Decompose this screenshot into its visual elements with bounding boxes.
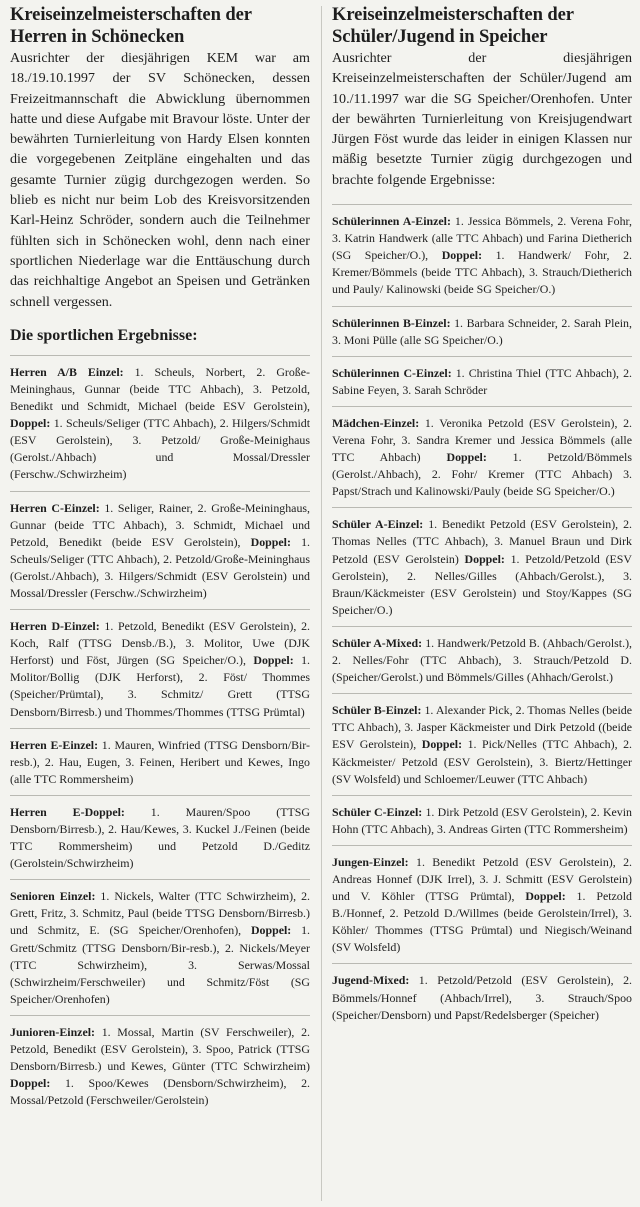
column-divider [321, 6, 322, 1201]
result-text: 1. Seliger, Rainer, 2. Große-Meininghaus, Gunnar (beide TTC Ahbach), 3. Schmidt, Michael und Petzold, Benedikt (beide ESV Gerolstein), [10, 500, 310, 549]
result-doppel-label: Doppel: [458, 551, 505, 566]
result-doppel-text: 1. Molitor/Bollig (DJK Herforst), 2. Föst/ Thommes (Speicher/Prümtal), 3. Schmitz/ Grett (TTSG Densborn/Birresb.) und Thommes/Thommes (TTSG Prümtal) [10, 653, 310, 719]
divider-line [332, 693, 632, 694]
divider-line [332, 795, 632, 796]
left-column [10, 4, 310, 1109]
results-list-herren [10, 364, 310, 1110]
result-doppel-label: Doppel: [10, 416, 51, 431]
result-category-label: Herren C-Einzel: [10, 500, 100, 515]
result-category-label: Mädchen-Einzel: [332, 415, 420, 430]
result-category-label: Schüler C-Einzel: [332, 804, 423, 819]
result-category-label: Jugend-Mixed: [332, 973, 410, 988]
result-block [332, 972, 632, 1023]
result-doppel-label: Doppel: [245, 653, 294, 668]
divider-line [10, 491, 310, 492]
divider-line [332, 204, 632, 205]
divider-line [332, 306, 632, 307]
result-block [10, 1024, 310, 1109]
result-block [332, 315, 632, 349]
divider-line [10, 879, 310, 880]
result-category-label: Schülerinnen A-Einzel: [332, 214, 451, 229]
result-category-label: Jungen-Einzel: [332, 854, 409, 869]
result-block [332, 804, 632, 838]
result-text: 1. Mauren, Winfried (TTSG Densborn/Bir-resb.), 2. Hau, Eugen, 3. Feinen, Heribert und Kewes, Ingo (alle TTC Rommersheim) [10, 737, 310, 786]
result-doppel-label: Doppel: [420, 450, 487, 465]
result-block [10, 500, 310, 603]
result-text: 1. Alexander Pick, 2. Thomas Nelles (beide TTC Ahbach), 3. Jasper Käckmeister und Dirk Petzold ((beide ESV Gerolstein), [332, 703, 632, 752]
result-text: 1. Veronika Petzold (ESV Gerolstein), 2. Verena Fohr, 3. Sandra Kremer und Jessica Bömmels (alle TTC Ahbach) [332, 415, 632, 465]
results-heading: Die sportlichen Ergebnisse: [10, 326, 198, 344]
divider-line [332, 626, 632, 627]
result-category-label: Schülerinnen C-Einzel: [332, 365, 452, 380]
result-category-label: Herren D-Einzel: [10, 619, 100, 634]
divider-line [332, 406, 632, 407]
result-doppel-text: 1. Handwerk/ Fohr, 2. Kremer/Bömmels (beide TTC Ahbach), 3. Strauch/Dietherich und Pauly/ Kalinowski (beide SG Speicher/O.) [332, 248, 632, 297]
divider-line [10, 1015, 310, 1016]
result-doppel-label: Doppel: [416, 737, 463, 752]
result-block [10, 804, 310, 872]
result-category-label: Junioren-Einzel: [10, 1024, 95, 1039]
result-category-label: Schüler A-Mixed: [332, 635, 423, 650]
result-doppel-text: 1. Petzold B./Honnef, 2. Petzold D./Willmes (beide Gerolstein/Irrel), 3. Köhler/ Thommes (TTSG Prümtal) und Niegisch/Weinand (SV Wolsfeld) [332, 889, 633, 955]
result-text: 1. Benedikt Petzold (ESV Gerolstein), 2. Thomas Nelles (TTC Ahbach), 3. Manuel Braun und Dirk Petzold (ESV Gerolstein) [332, 517, 632, 566]
result-block [332, 365, 632, 399]
result-block [10, 737, 310, 788]
intro-text-jugend: Ausrichter der diesjährigen Kreiseinzelmeisterschaften der Schüler/Jugend am 10./11.1997 war die SG Speicher/Orenhofen. Unter der bewährten Turnierleitung von Kreisjugendwart Jürgen Föst wurde das leider in einigen Klassen nur mäßig besetzte Turnier zügig durchgezogen und brachte folgende Ergebnisse: [332, 50, 632, 188]
result-doppel-text: 1. Spoo/Kewes (Densborn/Schwirzheim), 2. Mossal/Petzold (Ferschweiler/Gerolstein) [10, 1076, 310, 1108]
result-block [10, 618, 310, 721]
result-text: 1. Jessica Bömmels, 2. Verena Fohr, 3. Katrin Handwerk (alle TTC Ahbach) und Farina Dietherich (SG Speicher/O.), [332, 214, 632, 263]
divider-line [332, 845, 632, 846]
result-doppel-text: 1. Grett/Schmitz (TTSG Densborn/Bir-resb.), 2. Nickels/Meyer (TTC Schwirzheim), 3. Serwas/Mossal (Schwirzheim/Ferschweiler) und Schmitz/Föst (SG Speicher/Orenhofen) [10, 923, 311, 1006]
result-block [332, 854, 632, 957]
result-text: 1. Scheuls, Norbert, 2. Große-Meininghaus, Gunnar (beide TTC Ahbach), 3. Petzold, Benedikt und Schmidt, Michael (beide ESV Gerolstein), [10, 364, 310, 414]
result-text: 1. Petzold/Petzold (ESV Gerolstein), 2. Bömmels/Honnef (Ahbach/Irrel), 3. Strauch/Spoo (Speicher/Densborn) und Papst/Redelsberger (Speicher) [332, 973, 632, 1022]
result-text: 1. Mossal, Martin (SV Ferschweiler), 2. Petzold, Benedikt (ESV Gerolstein), 3. Spoo, Patrick (TTSG Densborn/Birresb.) und Kewes, Günter (TTC Schwirzheim) [10, 1024, 310, 1074]
result-text: 1. Handwerk/Petzold B. (Ahbach/Gerolst.), 2. Nelles/Fohr (TTC Ahbach), 3. Strauch/Petzold D. (Speicher/Gerolst.) und Bömmels/Gilles (Ahhach/Gerolst.) [332, 635, 633, 685]
results-list-jugend [332, 213, 632, 1024]
result-text: 1. Petzold, Benedikt (ESV Gerolstein), 2. Koch, Ralf (TTSG Densb./B.), 3. Molitor, Uwe (DJK Herforst) und Föst, Jürgen (SG Speicher/O.), [10, 619, 310, 668]
result-doppel-label: Doppel: [240, 534, 291, 549]
result-text: 1. Dirk Petzold (ESV Gerolstein), 2. Kevin Hohn (TTC Ahbach), 3. Andreas Girten (TTC Rommersheim) [332, 804, 632, 836]
divider-line [10, 795, 310, 796]
divider-line [10, 355, 310, 356]
result-text: 1. Mauren/Spoo (TTSG Densborn/Birresb.), 2. Hau/Kewes, 3. Kuckel J./Feinen (beide TTC Rommersheim) und Petzold D./Geditz (Gerolstein/Schwirzheim) [10, 804, 310, 871]
result-category-label: Schülerinnen B-Einzel: [332, 315, 451, 330]
result-block [332, 213, 632, 298]
result-doppel-text: 1. Scheuls/Seliger (TTC Ahbach), 2. Petzold/Große-Meininghaus (Gerolst./Ahbach), 3. Hilgers/Schmidt (ESV Gerolstein) und Mossal/Dressler (Ferschw./Schwirzheim) [10, 534, 310, 600]
result-block [10, 888, 310, 1008]
result-doppel-label: Doppel: [241, 923, 292, 938]
result-block [332, 702, 632, 787]
result-category-label: Senioren Einzel: [10, 889, 96, 904]
result-doppel-text: 1. Scheuls/Seliger (TTC Ahbach), 2. Hilgers/Schmidt (ESV Gerolstein), 3. Petzold/ Große-Meinighaus (Gerolst./Ahbach) und Mossal/Dressler (Ferschw./Schwirzheim) [10, 416, 310, 482]
result-block [332, 516, 632, 619]
article-title-jugend: Kreiseinzelmeisterschaften der Schüler/Jugend in Speicher [332, 4, 574, 47]
result-doppel-text: 1. Petzold/Petzold (ESV Gerolstein), 2. Nelles/Gilles (Ahbach/Gerolst.), 3. Braun/Käckmeister (ESV Gerolstein) und Stoy/Kappes (SG Speicher/O.) [332, 551, 632, 617]
divider-line [332, 356, 632, 357]
result-doppel-text: 1. Pick/Nelles (TTC Ahbach), 2. Käckmeister/ Petzold (ESV Gerolstein), 3. Biertz/Hettinger (SV Wolsfeld) und Schloemer/Leuwer (TTC Ahbach) [332, 737, 632, 786]
result-block [10, 364, 310, 484]
result-text: 1. Benedikt Petzold (ESV Gerolstein), 2. Andreas Honnef (DJK Irrel), 3. J. Schmitt (ESV Gerolstein) und V. Köhler (TTSG Prümtal), [332, 854, 632, 904]
result-category-label: Herren E-Einzel: [10, 737, 99, 752]
article-title-herren: Kreiseinzelmeisterschaften der Herren in Schönecken [10, 4, 252, 47]
right-column [332, 4, 632, 1024]
result-text: 1. Nickels, Walter (TTC Schwirzheim), 2. Grett, Fritz, 3. Schmitz, Paul (beide TTSG Densborn/Birresb.) und Schmitz, E. (SG Speicher/Orenhofen), [10, 889, 310, 938]
result-category-label: Herren A/B Einzel: [10, 364, 124, 379]
intro-text-herren: Ausrichter der diesjährigen KEM war am 18./19.10.1997 der SV Schönecken, dessen Freizeitmannschaft die Abwicklung übernommen hatte und diese Aufgabe mit Bravour löste. Unter der bewährten Turnierleitung von Hardy Elsen konnten die vorgegebenen Zeitpläne eingehalten und das gesamte Turnier zügig durchgezogen werden. So blieb es nicht nur beim Lob des Kreisvorsitzenden Karl-Heinz Schröder, sondern auch die Teilnehmer fühlten sich in Schönecken wohl, denn nach einer sportlichen Niederlage war die Enttäuschung durch das reichhaltige Angebot an Speisen und Getränken schnell vergessen. [10, 50, 310, 310]
divider-line [332, 507, 632, 508]
result-doppel-label: Doppel: [10, 1076, 51, 1091]
result-category-label: Herren E-Doppel: [10, 804, 125, 819]
divider-line [332, 963, 632, 964]
result-block [332, 415, 632, 500]
result-text: 1. Christina Thiel (TTC Ahbach), 2. Sabine Feyen, 3. Sarah Schröder [332, 365, 632, 397]
result-category-label: Schüler B-Einzel: [332, 703, 422, 718]
result-block [332, 635, 632, 686]
result-doppel-text: 1. Petzold/Bömmels (Gerolst./Ahbach), 2. Fohr/ Kremer (TTC Ahbach) 3. Papst/Strach und Kalinowski/Pauly (beide SG Speicher/O.) [332, 450, 632, 499]
result-doppel-label: Doppel: [514, 889, 566, 904]
result-doppel-label: Doppel: [428, 248, 483, 263]
divider-line [10, 609, 310, 610]
divider-line [10, 728, 310, 729]
result-category-label: Schüler A-Einzel: [332, 517, 424, 532]
result-text: 1. Barbara Schneider, 2. Sarah Plein, 3. Moni Püllе (alle SG Speicher/O.) [332, 315, 632, 347]
